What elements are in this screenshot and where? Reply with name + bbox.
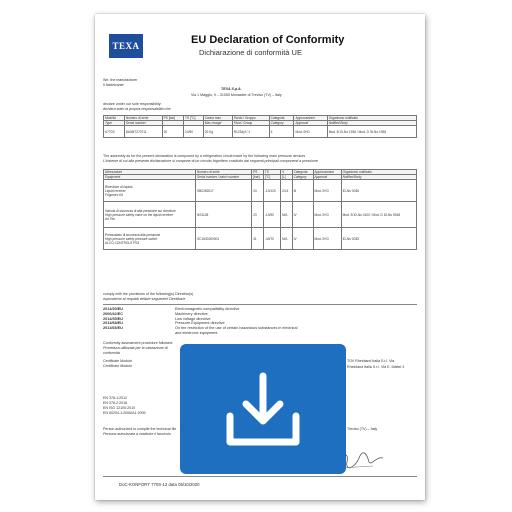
table-cell: NS1128	[196, 202, 252, 228]
equipment-name-en: High pressure safety valve on the liquid receiver	[105, 212, 173, 217]
assembly-text-en: The assembly as for the present declaration is composed by a refrigeration circuit made by the following main pressure devices	[103, 154, 306, 158]
conformity-label-2: Procedura utilizzata per la valutazione di	[103, 346, 168, 350]
manufacturer-label-it: Il fabbricante	[103, 83, 124, 87]
manufacturer-label-en: We, the manufacturer	[103, 78, 138, 82]
table-cell: -40/70	[263, 228, 280, 250]
table-cell	[104, 180, 196, 202]
table-cell: Mod. B+D	[313, 228, 341, 250]
table-row	[104, 228, 417, 250]
header-cell: Notified Body	[327, 121, 416, 126]
divider	[103, 304, 417, 305]
texa-logo: TEXA	[109, 34, 143, 58]
table-cell: 24	[252, 180, 264, 202]
standard-item: EN 378-1:2012	[103, 396, 128, 400]
header-cell: PS	[252, 170, 264, 175]
declare-text-en: declare under our sole responsibility:	[103, 102, 162, 106]
table-cell: IV	[292, 228, 313, 250]
header-cell: Serial number	[124, 121, 162, 126]
directive-name: Machinery directive	[175, 311, 208, 316]
header-cell: Category	[292, 175, 313, 180]
table-cell: ID-No 0035	[341, 228, 416, 250]
header-cell: Organismo notificato	[341, 170, 416, 175]
header-cell: Approval	[313, 175, 341, 180]
authorized-text-it: Persona autorizzata a costituire il fascicolo	[103, 432, 171, 436]
table-cell: 8A0MT270711	[124, 126, 162, 138]
company-address: Via 1 Maggio, 9 – 31050 Monastier di Treviso (TV) – Italy	[191, 93, 282, 97]
table-cell: 23	[252, 202, 264, 228]
table-cell	[104, 228, 196, 250]
header-cell: Carica max	[203, 116, 232, 121]
equipment-name: Ricevitore di liquido	[105, 184, 133, 189]
table-cell: N/A	[281, 228, 292, 250]
equipment-name-en: High pressure safety pressure switch	[105, 236, 158, 241]
declare-text-it: dichiara sotto la propria responsabilità che:	[103, 107, 172, 111]
directive-name: Low voltage directive	[175, 316, 211, 321]
standard-item: EN 378-2:2016	[103, 401, 128, 405]
conformity-label-3: conformità	[103, 351, 120, 355]
table-row	[104, 126, 417, 138]
header-cell: Approvazione	[294, 116, 327, 121]
table-cell: 20 Kg	[203, 126, 232, 138]
table-cell: SB0262017	[196, 180, 252, 202]
assembly-text-it: L'insieme di cui alla presente dichiarazione si compone di un circuito frigorifero costituito dai seguenti principali componenti a pressione	[103, 159, 318, 163]
table-cell: 24.5	[281, 180, 292, 202]
header-cell: V	[281, 170, 292, 175]
conformity-label-1: Conformity assessment procedure followed:	[103, 341, 173, 345]
equipment-name: Pressostato di sicurezza alta pressione	[105, 232, 161, 237]
header-cell: Category	[269, 121, 294, 126]
directive-row	[103, 331, 297, 336]
directive-name: and electronic equipment	[175, 330, 218, 335]
certificate-label-it: Certificato Modulo	[103, 364, 132, 368]
header-cell: Organismo notificato	[327, 116, 416, 121]
table-cell: 20	[162, 126, 183, 138]
footer-reference: DoC-KONFORT 770S-12 data 05/10/2020	[119, 482, 200, 487]
directive-code: 2006/42/EC	[103, 311, 124, 316]
header-cell: PS [bar]	[162, 116, 183, 121]
table-cell: ID-No 0036	[341, 180, 416, 202]
directive-code: 2011/65/EU	[103, 326, 123, 331]
directive-name: On the restriction of the use of certain hazardous substances in electrical	[175, 326, 298, 331]
equipment-maker: ALCO CONTROLS PS3	[105, 240, 140, 245]
table-cell: N/A	[281, 202, 292, 228]
footer-divider	[103, 476, 417, 477]
table-cell: Mod. B ID-No 1936 / Mod. D ID-No 1936	[327, 126, 416, 138]
table-cell: R1234yf / 1	[232, 126, 269, 138]
table-cell: Mod. B+D	[313, 180, 341, 202]
authorized-place: Treviso (TV) – Italy	[347, 427, 378, 431]
directive-code: 2014/35/EU	[103, 316, 124, 321]
equipment-name: Valvola di sicurezza di alta pressione sul ricevitore	[105, 208, 176, 213]
comply-text-en: comply with the provisions of the following(s) Directive(s)	[103, 292, 194, 296]
directive-code: 2014/68/EU	[103, 321, 124, 326]
download-button[interactable]	[180, 344, 346, 474]
machine-table	[103, 115, 417, 138]
table-cell: -10/90	[263, 202, 280, 228]
table-cell: II	[269, 126, 294, 138]
standard-item: EN ISO 12100:2010	[103, 406, 136, 410]
header-cell: TS [°C]	[184, 116, 204, 121]
directive-name: Pressure Equipment directive	[175, 321, 225, 326]
notified-body-2: Rheinland Italia S.r.l. Via E. Mattei 3	[347, 365, 405, 369]
document-subtitle: Dichiarazione di conformità UE	[199, 48, 302, 57]
header-cell: Fluido / Gruppo	[232, 116, 269, 121]
comply-text-it: risponde/no ai requisiti della/e seguente/i Direttiva/e	[103, 297, 186, 301]
header-cell: Numero di serie	[124, 116, 162, 121]
header-cell: Serial number / batch number	[196, 175, 252, 180]
table-cell: K770S	[104, 126, 125, 138]
table-row	[104, 180, 417, 202]
equipment-name-en: Liquid receiver	[105, 188, 126, 193]
header-cell: Approvazione	[313, 170, 341, 175]
table-cell: 31	[252, 228, 264, 250]
table-cell: Mod. B+D	[294, 126, 327, 138]
equipment-maker: Art Tek	[105, 216, 115, 221]
table-cell	[104, 202, 196, 228]
table-cell: Mod. B+D	[313, 202, 341, 228]
table-cell: SC1630200001	[196, 228, 252, 250]
header-cell: TS	[263, 170, 280, 175]
header-cell: Modello	[104, 116, 125, 121]
header-cell: [°C]	[263, 175, 280, 180]
header-cell: Approval	[294, 121, 327, 126]
header-cell: [L]	[281, 175, 292, 180]
authorized-text-en: Person authorized to compile the technical file	[103, 427, 177, 431]
directive-code: 2014/30/EU	[103, 307, 124, 311]
table-cell: Mod. B ID-No 0100 / Mod. D ID-No 0948	[341, 202, 416, 228]
standard-item: EN 60204-1:2006/A1:2009	[103, 411, 146, 415]
equipment-maker: Frigomec Kit	[105, 192, 123, 197]
download-icon	[220, 366, 306, 452]
header-cell: Type	[104, 121, 125, 126]
directive-code	[103, 331, 175, 336]
header-cell: Fluid / Group	[232, 121, 269, 126]
header-cell: Categoria	[292, 170, 313, 175]
table-cell: III	[292, 180, 313, 202]
header-cell: Attrezzature	[104, 170, 196, 175]
header-cell: Max charge	[203, 121, 232, 126]
directive-list	[103, 307, 297, 336]
document-title: EU Declaration of Conformity	[191, 34, 345, 46]
certificate-label-en: Certificate Module	[103, 359, 132, 363]
notified-body-1: TÜV Rheinland Italia S.r.l. Via	[347, 359, 395, 363]
table-cell: IV	[292, 202, 313, 228]
equipment-table	[103, 169, 417, 250]
table-row	[104, 202, 417, 228]
header-cell: Notified Body	[341, 175, 416, 180]
table-cell: -10/120	[263, 180, 280, 202]
header-cell: Equipment	[104, 175, 196, 180]
header-cell: Numero di serie	[196, 170, 252, 175]
header-cell: [bar]	[252, 175, 264, 180]
header-cell: Categoria	[269, 116, 294, 121]
company-name: TEXA S.p.A.	[221, 87, 242, 91]
directive-name: Electromagnetic compatibility directive	[175, 307, 240, 311]
table-cell: 10/50	[184, 126, 204, 138]
